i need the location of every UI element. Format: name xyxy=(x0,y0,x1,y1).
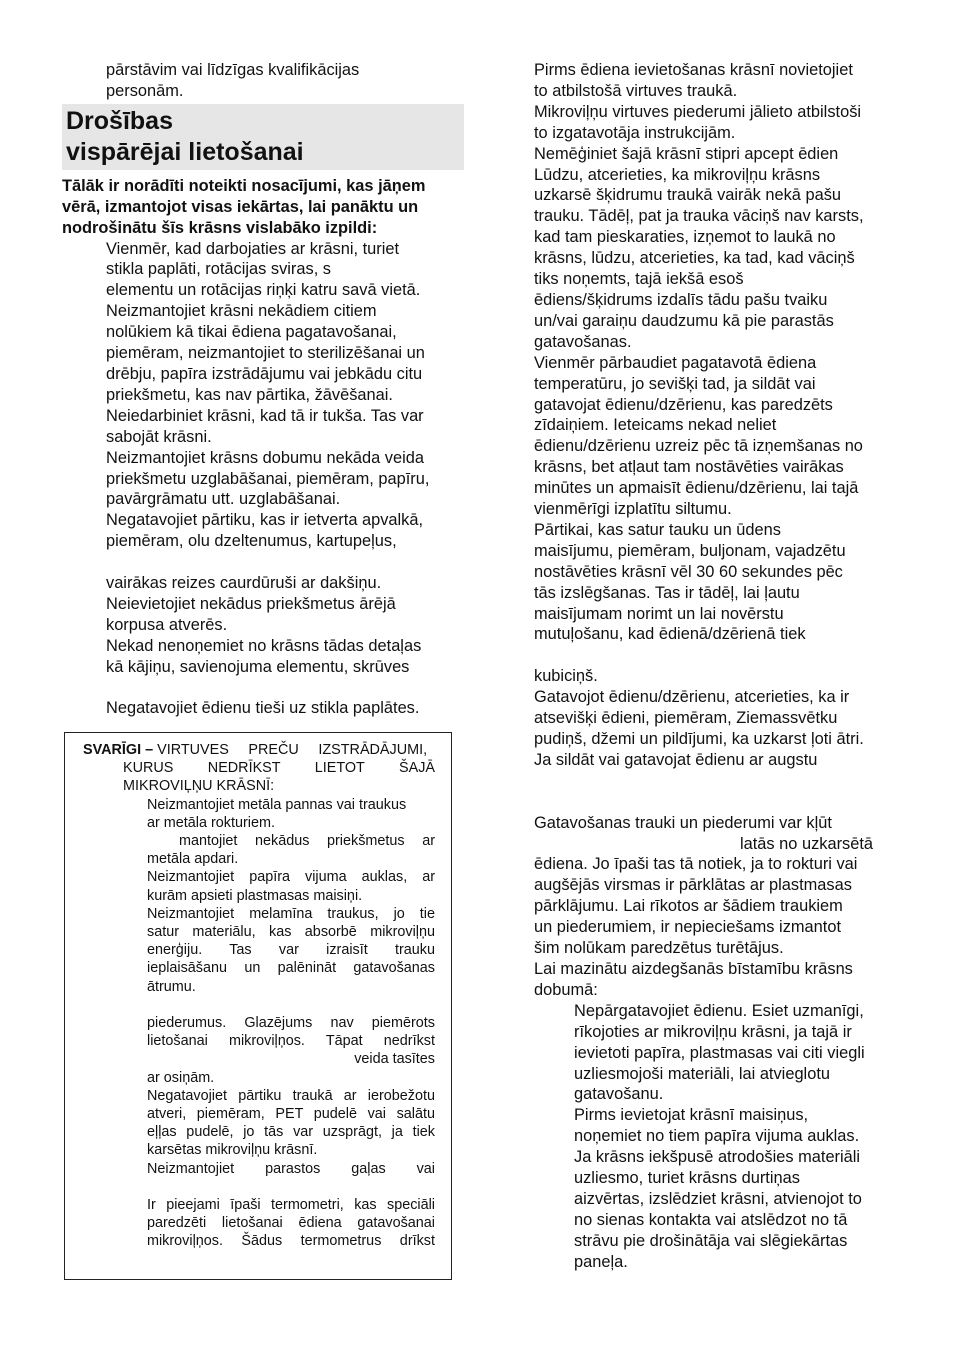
body-line: Nepārgatavojiet ēdienu. Esiet uzmanīgi, xyxy=(574,1001,864,1020)
warning-item-line: Neizmantojiet papīra vijuma auklas, ar xyxy=(147,869,435,886)
body-line: ēdiena. Jo īpaši tas tā notiek, ja to rokturi vai xyxy=(534,855,858,874)
warning-title-cont: KURUS NEDRĪKST LIETOT ŠAJĀ xyxy=(123,760,435,777)
body-line: uzliesmojoši materiāli, lai atvieglotu xyxy=(574,1064,830,1083)
body-line: dobumā: xyxy=(534,980,598,999)
body-line: rīkojoties ar mikroviļņu krāsni, ja tajā ir xyxy=(574,1022,852,1041)
body-line xyxy=(534,771,894,792)
body-line: krāsns, lūdzu, atcerieties, ka tad, kad vāciņš xyxy=(534,249,855,268)
warning-item-line: paredzēti lietošanai ēdiena gatavošanai xyxy=(147,1215,435,1232)
body-line: Nemēģiniet šajā krāsnī stipri apcept ēdien xyxy=(534,144,839,163)
body-line: Gatavošanas trauki un piederumi var kļūt xyxy=(534,813,832,832)
body-line: augšējās virsmas ir pārklātas ar plastmasas xyxy=(534,876,852,895)
heading-line: vispārējai lietošanai xyxy=(66,137,304,166)
warning-item-line: lietošanai mikroviļņos. Tāpat nedrīkst xyxy=(147,1033,435,1050)
body-line: strāvu pie drošinātāja vai slēgiekārtas xyxy=(574,1231,848,1250)
body-line: Pirms ievietojat krāsnī maisiņus, xyxy=(574,1106,809,1125)
body-line: priekšmetu uzglabāšanai, piemēram, papīru, xyxy=(106,469,430,488)
body-line xyxy=(534,792,894,813)
body-line: pudiņš, džemi un pildījumi, ka uzkarst ļoti ātri. xyxy=(534,730,864,748)
body-line: to izgatavotāja instrukcijām. xyxy=(534,123,736,142)
body-line: mutuļošanu, kad ēdienā/dzērienā tiek xyxy=(534,625,806,644)
body-line: minūtes un apmaisīt ēdienu/dzērienu, lai tajā xyxy=(534,479,859,498)
body-line xyxy=(62,678,462,699)
warning-item-line: kurām apsieti plastmasas maisiņi. xyxy=(147,887,363,904)
body-line: to atbilstošā virtuves traukā. xyxy=(534,81,738,100)
warning-title-bold: SVARĪGI – xyxy=(83,742,154,758)
body-line: un piederumiem, ir nepieciešams izmantot xyxy=(534,918,842,937)
body-line: aizvērtas, izslēdziet krāsni, atvienojot to xyxy=(574,1189,862,1208)
body-line: šim nolūkam paredzētus turētājus. xyxy=(534,939,784,958)
body-line: Vienmēr pārbaudiet pagatavotā ēdiena xyxy=(534,353,817,372)
bold-intro xyxy=(62,176,462,239)
body-line: temperatūru, jo sevišķi tad, ja sildāt vai xyxy=(534,374,816,393)
body-line: stikla paplāti, rotācijas sviras, s xyxy=(106,260,331,279)
body-line: Negatavojiet ēdienu tieši uz stikla paplātes. xyxy=(106,699,420,718)
body-line: nolūkiem kā tikai ēdiena pagatavošanai, xyxy=(106,323,397,342)
warning-item-line: veida tasītes xyxy=(354,1051,435,1068)
body-line: Nekad nenoņemiet no krāsns tādas detaļas xyxy=(106,636,422,655)
right-column xyxy=(534,60,894,1273)
body-line: priekšmetu, kas nav pārtika, žāvēšanai. xyxy=(106,385,393,404)
right-body-text xyxy=(534,60,894,1273)
body-line: ievietoti papīra, plastmasas vai citi viegli xyxy=(574,1043,865,1062)
body-line: gatavošanas. xyxy=(534,332,632,351)
body-line: un/vai garaiņu daudzumu kā pie parastās xyxy=(534,311,834,330)
bold-intro-line: nodrošinātu šīs krāsns vislabāko izpildi: xyxy=(62,218,378,237)
body-line: nostāvēties krāsnī vēl 30 60 sekundes pēc xyxy=(534,562,843,581)
body-line: Negatavojiet pārtiku, kas ir ietverta apvalkā, xyxy=(106,511,424,530)
warning-item-line xyxy=(83,996,435,1014)
warning-item-line xyxy=(83,1178,435,1196)
body-line: zīdaiņiem. Ieteicams nekad neliet xyxy=(534,416,777,435)
body-line: Gatavojot ēdienu/dzērienu, atcerieties, ka ir xyxy=(534,688,850,707)
body-line: Ja krāsns iekšpusē atrodošies materiāli xyxy=(574,1148,861,1167)
warning-item-line: karsētas mikroviļņu krāsnī. xyxy=(147,1142,318,1159)
body-line: Neiedarbiniet krāsni, kad tā ir tukša. Tas var xyxy=(106,406,424,425)
warning-item-line: ātrumu. xyxy=(147,978,196,995)
warning-item-line: metāla apdari. xyxy=(147,851,239,868)
body-line: ēdiens/šķidrums izdalīs tādu pašu tvaiku xyxy=(534,290,828,309)
body-line: tiks noņemts, tajā iekšā esoš xyxy=(534,270,744,289)
bold-intro-line: vērā, izmantojot visas iekārtas, lai panāktu un xyxy=(62,197,419,216)
warning-item-line: Ir pieejami īpaši termometri, kas speciāli xyxy=(147,1197,435,1214)
body-line: Pārtikai, kas satur tauku un ūdens xyxy=(534,520,781,539)
body-line: vairākas reizes caurdūruši ar dakšiņu. xyxy=(106,574,382,593)
body-line: trauku. Tādēļ, pat ja trauka vāciņš nav karsts, xyxy=(534,207,864,226)
warning-item-line: satur materiālu, kas absorbē mikroviļņu xyxy=(147,924,435,941)
body-line: pārklājumu. Lai rīkotos ar šādiem traukiem xyxy=(534,897,843,916)
warning-item-line: Neizmantojiet melamīna traukus, jo tie xyxy=(147,905,435,922)
body-line: noņemiet no tiem papīra vijuma auklas. xyxy=(574,1127,860,1146)
body-line: korpusa atverēs. xyxy=(106,615,228,634)
section-heading xyxy=(62,104,464,170)
body-line: vienmērīgi izplatītu siltumu. xyxy=(534,500,732,519)
body-line: pavārgrāmatu utt. uzglabāšanai. xyxy=(106,490,341,509)
intro-line: personām. xyxy=(106,81,184,100)
body-line xyxy=(62,552,462,573)
body-line: atsevišķi ēdieni, piemēram, Ziemassvētku xyxy=(534,709,838,728)
warning-title-rest: VIRTUVES PREČU IZSTRĀDĀJUMI, xyxy=(157,742,428,758)
bold-intro-line: Tālāk ir norādīti noteikti nosacījumi, kas jāņem xyxy=(62,176,426,195)
body-line: sabojāt krāsni. xyxy=(106,427,212,446)
body-line: Neievietojiet nekādus priekšmetus ārējā xyxy=(106,594,396,613)
warning-item-line: mikroviļņos. Šādus termometrus drīkst xyxy=(147,1233,435,1250)
body-line xyxy=(534,645,894,666)
body-line: uzliesmo, turiet krāsns durtiņas xyxy=(574,1169,800,1188)
body-line: piemēram, olu dzeltenumus, kartupeļus, xyxy=(106,532,397,551)
warning-item-line: eļļas pudelē, jo tās var uzsprāgt, ja tiek xyxy=(147,1124,435,1141)
warning-item-line: ar metāla rokturiem. xyxy=(147,814,275,831)
body-line: kā kājiņu, savienojuma elementu, skrūves xyxy=(106,657,410,676)
warning-item-line: atveri, piemēram, PET pudelē vai salātu xyxy=(147,1106,435,1123)
body-line: Vienmēr, kad darbojaties ar krāsni, turiet xyxy=(106,239,400,258)
body-line: Neizmantojiet krāsns dobumu nekāda veida xyxy=(106,448,424,467)
body-line: krāsns, bet atļaut tam nostāvēties vairākas xyxy=(534,458,844,477)
body-line: tās izslēgšanas. Tas ir tādēļ, lai ļautu xyxy=(534,583,800,602)
body-line: maisījumam norimt un lai novērstu xyxy=(534,604,784,623)
body-line: gatavošanu. xyxy=(574,1085,664,1104)
body-line: Mikroviļņu virtuves piederumi jālieto atbilstoši xyxy=(534,102,862,121)
body-line: Lūdzu, atcerieties, ka mikroviļņu krāsns xyxy=(534,165,821,184)
heading-line: Drošības xyxy=(66,106,173,135)
body-line: Neizmantojiet krāsni nekādiem citiem xyxy=(106,302,377,321)
body-line: no sienas kontakta vai atslēdzot no tā xyxy=(574,1210,848,1229)
body-line: gatavojat ēdienu/dzērienu, kas paredzēts xyxy=(534,395,833,414)
warning-item-line: piederumus. Glazējums nav piemērots xyxy=(147,1015,435,1032)
warning-item-line: Neizmantojiet metāla pannas vai traukus xyxy=(147,796,407,813)
warning-box xyxy=(64,732,452,1280)
warning-title xyxy=(83,741,435,759)
warning-item-line: Neizmantojiet parastos gaļas vai xyxy=(147,1160,435,1177)
body-line: piemēram, neizmantojiet to sterilizēšanai un xyxy=(106,344,425,363)
body-line: uzkarsē šķidrumu traukā vairāk nekā pašu xyxy=(534,186,842,205)
body-line: paneļa. xyxy=(574,1252,628,1271)
body-line: ēdienu/dzērienu uzreiz pēc tā izņemšanas no xyxy=(534,437,863,456)
body-line: maisījumu, piemēram, buljonam, vajadzētu xyxy=(534,541,846,560)
warning-item-line: enerģiju. Tas var izraisīt trauku xyxy=(147,942,435,959)
warning-item-line: mantojiet nekādus priekšmetus ar xyxy=(179,833,435,850)
warning-title-cont: MIKROVIĻŅU KRĀSNĪ: xyxy=(123,778,275,795)
warning-items xyxy=(83,796,435,1251)
warning-item-line: ieplaisāšanu un palēnināt gatavošanas xyxy=(147,960,435,977)
body-line: kubiciņš. xyxy=(534,667,598,686)
warning-item-line: ar osiņām. xyxy=(147,1069,215,1086)
body-line: Lai mazinātu aizdegšanās bīstamību krāsns xyxy=(534,959,853,978)
body-line: latās no uzkarsētā xyxy=(740,834,874,853)
left-column xyxy=(62,60,462,719)
intro-line: pārstāvim vai līdzīgas kvalifikācijas xyxy=(106,61,360,79)
left-body-text xyxy=(62,239,462,720)
body-line: kad tam pieskaraties, izņemot to laukā no xyxy=(534,228,836,247)
body-line: drēbju, papīra izstrādājumu vai jebkādu citu xyxy=(106,364,423,383)
body-line: Ja sildāt vai gatavojat ēdienu ar augstu xyxy=(534,750,818,769)
body-line: Pirms ēdiena ievietošanas krāsnī novietojiet xyxy=(534,61,853,79)
body-line: elementu un rotācijas riņķi katru savā vietā. xyxy=(106,281,421,300)
warning-item-line: Negatavojiet pārtiku traukā ar ierobežotu xyxy=(147,1087,435,1104)
